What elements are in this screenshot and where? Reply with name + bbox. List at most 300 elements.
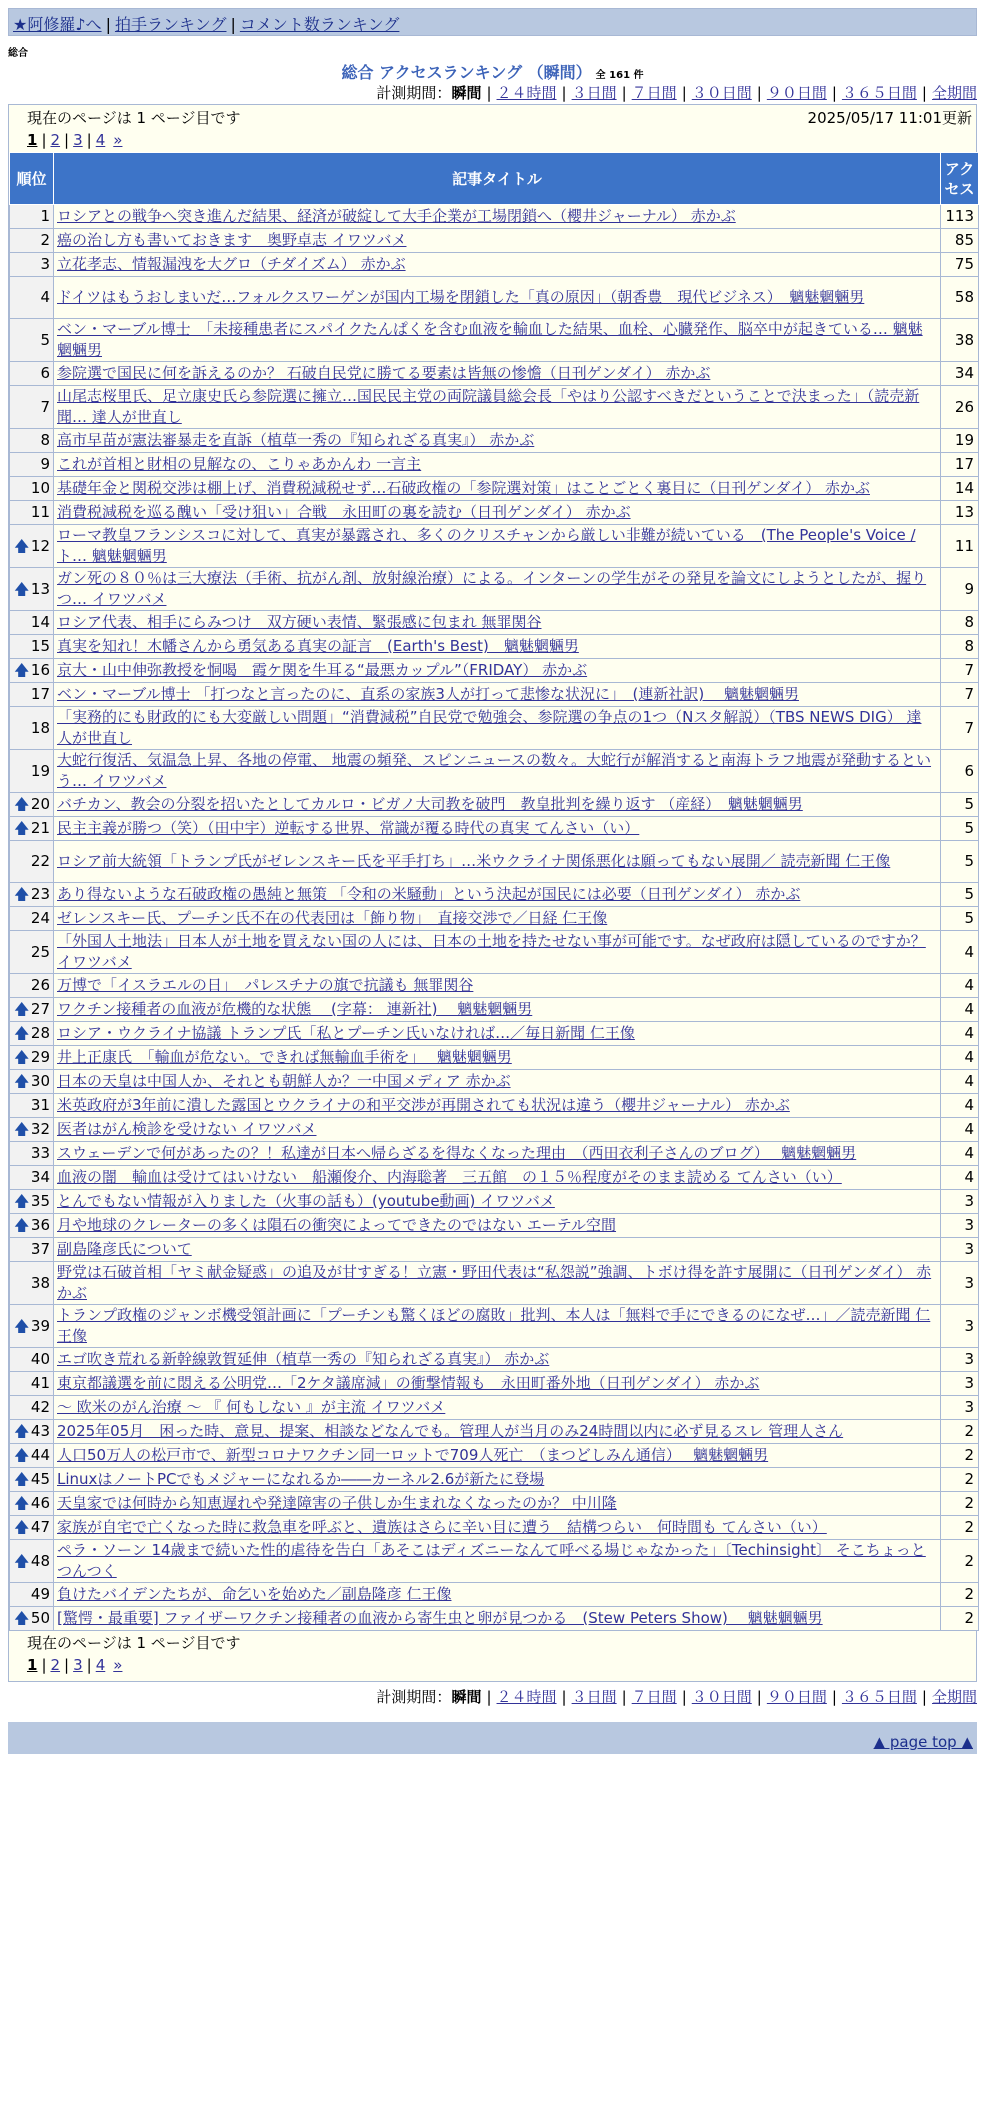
article-link[interactable]: 血液の闇 輸血は受けてはいけない 船瀬俊介、内海聡著 三五館 の１５％程度がそのまま読める てんさい（い） [57,1168,842,1186]
title-cell [54,1444,941,1468]
title-cell [54,1420,941,1444]
article-link[interactable]: 米英政府が3年前に潰した露国とウクライナの和平交渉が再開されても状況は違う（櫻井ジャーナル） 赤かぶ [57,1096,790,1114]
title-cell [54,707,941,750]
rank-number: 32 [30,1120,50,1138]
table-row [10,998,979,1022]
access-count: 11 [941,525,979,568]
article-link[interactable]: 負けたバイデンたちが、命乞いを始めた／副島隆彦 仁王像 [57,1585,452,1603]
table-row [10,386,979,429]
article-link[interactable]: LinuxはノートPCでもメジャーになれるか――カーネル2.6が新たに登場 [57,1470,545,1488]
rank-up-arrow-icon: 🡅 [14,819,30,837]
rank-number: 11 [30,503,50,521]
access-count: 4 [941,1166,979,1190]
table-row [10,205,979,229]
rank-number: 44 [30,1446,50,1464]
access-count: 2 [941,1444,979,1468]
title-cell [54,750,941,793]
rank-number: 21 [30,819,50,837]
period-separator: | [561,84,567,102]
period-link[interactable]: ９０日間 [766,1688,827,1706]
rank-number: 16 [30,661,50,679]
period-separator: | [921,1688,927,1706]
table-row [10,362,979,386]
period-separator: | [561,1688,567,1706]
rank-number: 13 [30,579,50,598]
rank-number: 9 [40,455,50,473]
article-link[interactable]: あり得ないような石破政権の愚純と無策 「令和の米騒動」という決起が国民には必要（日刊ゲンダイ） 赤かぶ [57,885,801,903]
rank-number: 6 [40,364,50,382]
article-link[interactable]: 野党は石破首相「ヤミ献金疑惑」の追及が甘すぎる！立憲・野田代表は“私怨説”強調、トボけ得を許す展開に（日刊ゲンダイ） 赤かぶ [57,1263,932,1302]
rank-number: 37 [30,1240,50,1258]
rank-cell [10,635,54,659]
article-link[interactable]: 真実を知れ！木幡さんから勇気ある真実の証言 (Earth's Best) 魑魅魍魎男 [57,637,579,655]
rank-cell [10,1492,54,1516]
article-link[interactable]: ベン・マーブル博士 「打つなと言ったのに、直系の家族3人が打って悲惨な状況に」 (連新社訳) 魑魅魍魎男 [57,685,799,703]
title-cell [54,1583,941,1607]
title-cell [54,1118,941,1142]
rank-number: 38 [30,1273,50,1292]
rank-cell [10,1583,54,1607]
access-count: 3 [941,1214,979,1238]
period-link[interactable]: ３６５日間 [841,84,917,102]
article-link[interactable]: 家族が自宅で亡くなった時に救急車を呼ぶと、遺族はさらに辛い目に遭う 結構つらい 何時間も てんさい（い） [57,1518,827,1536]
rank-number: 45 [30,1470,50,1488]
title-cell [54,253,941,277]
rank-number: 50 [30,1609,50,1627]
rank-cell [10,683,54,707]
category-label: 総合 [8,48,28,59]
period-separator: | [621,84,627,102]
rank-number: 33 [30,1144,50,1162]
rank-number: 15 [30,637,50,655]
article-link[interactable]: とんでもない情報が入りました（火事の話も）(youtube動画) イワツバメ [57,1192,555,1210]
ranking-table [9,152,979,1631]
article-link[interactable]: 月や地球のクレーターの多くは隕石の衝突によってできたのではない エーテル空間 [57,1216,617,1234]
title-cell [54,568,941,611]
title-cell [54,1166,941,1190]
rank-cell [10,998,54,1022]
table-row [10,229,979,253]
period-separator: | [486,84,492,102]
rank-number: 31 [30,1096,50,1114]
title-cell [54,229,941,253]
pager-next-link[interactable]: » [113,131,123,149]
article-link[interactable]: ワクチン接種者の血液が危機的な状態 (字幕： 連新社) 魑魅魍魎男 [57,1000,533,1018]
home-link[interactable]: ★阿修羅♪へ [13,15,102,34]
nav-separator: | [105,15,111,34]
rank-cell [10,1094,54,1118]
rank-number: 14 [30,613,50,631]
title-cell [54,319,941,362]
period-link[interactable]: ３日間 [571,1688,617,1706]
period-separator: | [921,84,927,102]
article-link[interactable]: ベン・マーブル博士 「未接種患者にスパイクたんぱくを含む血液を輸血した結果、血栓、心臓発作、脳卒中が起きている… 魑魅魍魎男 [57,320,923,359]
rank-cell [10,841,54,883]
title-cell [54,525,941,568]
article-link[interactable]: 参院選で国民に何を訴えるのか？ 石破自民党に勝てる要素は皆無の惨憺（日刊ゲンダイ） 赤かぶ [57,364,711,382]
title-cell [54,1046,941,1070]
rank-cell [10,1516,54,1540]
article-link[interactable]: バチカン、教会の分裂を招いたとしてカルロ・ビガノ大司教を破門 教皇批判を繰り返す （産経） 魑魅魍魎男 [57,795,803,813]
rank-number: 5 [40,330,50,349]
page-status-row [9,106,976,128]
rank-cell [10,1607,54,1631]
comment-ranking-link[interactable]: コメント数ランキング [239,15,400,34]
access-count: 3 [941,1190,979,1214]
rank-number: 29 [30,1048,50,1066]
pager-separator: | [41,131,47,149]
total-count: 全 161 件 [595,70,644,81]
access-count: 9 [941,568,979,611]
rank-up-arrow-icon: 🡅 [14,1048,30,1066]
rank-number: 23 [30,885,50,903]
article-link[interactable]: トランプ政権のジャンボ機受領計画に「プーチンも驚くほどの腐敗」批判、本人は「無料で手にできるのになぜ…」／読売新聞 仁王像 [57,1306,931,1345]
rank-cell [10,1190,54,1214]
article-link[interactable]: 大蛇行復活、気温急上昇、各地の停電、 地震の頻発、スピンニュースの数々。大蛇行が解消すると南海トラフ地震が発動するという… イワツバメ [57,751,932,790]
header-access: アクセス [941,153,979,205]
period-separator: | [486,1688,492,1706]
article-link[interactable]: 高市早苗が憲法審暴走を直訴（植草一秀の『知られざる真実』） 赤かぶ [57,431,535,449]
table-row [10,277,979,319]
pager-separator: | [86,1656,92,1674]
rank-up-arrow-icon: 🡅 [14,1422,30,1440]
period-link[interactable]: 全期間 [931,84,977,102]
article-link[interactable]: 天皇家では何時から知恵遅れや発達障害の子供しか生まれなくなったのか？ 中川隆 [57,1494,617,1512]
title-cell [54,1070,941,1094]
period-label: 計測期間： [376,1688,452,1706]
article-link[interactable]: [驚愕・最重要] ファイザーワクチン接種者の血液から寄生虫と卵が見つかる (Stew Peters Show) 魑魅魍魎男 [57,1609,823,1627]
access-count: 5 [941,883,979,907]
article-link[interactable]: 医者はがん検診を受けない イワツバメ [57,1120,317,1138]
article-link[interactable]: 人口50万人の松戸市で、新型コロナワクチン同一ロットで709人死亡 （まつどしみん通信） 魑魅魍魎男 [57,1446,769,1464]
pager-current-page: 1 [27,1656,38,1674]
access-count: 4 [941,1022,979,1046]
article-link[interactable]: ロシア・ウクライナ協議 トランプ氏「私とプーチン氏いなければ…／毎日新聞 仁王像 [57,1024,635,1042]
rank-number: 1 [40,207,50,225]
rank-cell [10,1372,54,1396]
period-link[interactable]: ２４時間 [496,84,557,102]
rank-cell [10,1046,54,1070]
article-link[interactable]: ペラ・ソーン 14歳まで続いた性的虐待を告白「あそこはディズニーなんて呼べる場じゃなかった」〔Techinsight〕 そこちょっとつんつく [57,1541,926,1580]
period-link[interactable]: ７日間 [631,84,677,102]
ranking-rows [10,205,979,1631]
table-row [10,1420,979,1444]
period-link[interactable]: 全期間 [931,1688,977,1706]
title-cell [54,817,941,841]
pager-separator: | [64,131,70,149]
footer-bar [8,1722,977,1754]
access-count: 2 [941,1607,979,1631]
table-row [10,1238,979,1262]
table-row [10,1607,979,1631]
access-count: 2 [941,1492,979,1516]
title-cell [54,362,941,386]
article-link[interactable]: 「実務的にも財政的にも大変厳しい問題」“消費減税”自民党で勉強会、参院選の争点の1つ（Nスタ解説）（TBS NEWS DIG） 達人が世直し [57,708,922,747]
article-link[interactable]: これが首相と財相の見解なの、こりゃあかんわ 一言主 [57,455,422,473]
pager-page-link[interactable]: 4 [95,131,106,149]
period-separator: | [681,84,687,102]
table-row [10,253,979,277]
table-row [10,931,979,974]
rank-number: 10 [30,479,50,497]
pager-page-link[interactable]: 4 [95,1656,106,1674]
table-row [10,1214,979,1238]
article-link[interactable]: 民主主義が勝つ（笑）（田中宇）逆転する世界、常識が覆る時代の真実 てんさい（い） [57,819,640,837]
access-count: 3 [941,1396,979,1420]
article-link[interactable]: 万博で「イスラエルの日」 パレスチナの旗で抗議も 無罪関谷 [57,976,474,994]
table-row [10,1262,979,1305]
article-link[interactable]: スウェーデンで何があったの？！私達が日本へ帰らざるを得なくなった理由 （西田衣利子さんのブログ） 魑魅魍魎男 [57,1144,857,1162]
rank-number: 2 [40,231,50,249]
rank-cell [10,1142,54,1166]
table-row [10,907,979,931]
article-link[interactable]: 消費税減税を巡る醜い「受け狙い」合戦 永田町の裏を読む（日刊ゲンダイ） 赤かぶ [57,503,631,521]
article-link[interactable]: 副島隆彦氏について [57,1240,192,1258]
rank-number: 28 [30,1024,50,1042]
pager-page-link[interactable]: 3 [73,131,83,149]
rank-cell [10,1262,54,1305]
pager-page-link[interactable]: 2 [50,1656,61,1674]
title-cell [54,1492,941,1516]
article-link[interactable]: 山尾志桜里氏、足立康史氏ら参院選に擁立…国民民主党の両院議員総会長「やはり公認すべきだということで決まった」（読売新聞… 達人が世直し [57,387,920,426]
page-top-link[interactable]: ▲ page top ▲ [873,1733,973,1751]
clap-ranking-link[interactable]: 拍手ランキング [114,15,227,34]
rank-cell [10,931,54,974]
article-link[interactable]: 「外国人土地法」日本人が土地を買えない国の人には、日本の土地を持たせない事が可能です。なぜ政府は隠しているのですか？ イワツバメ [57,932,926,971]
table-row [10,1444,979,1468]
table-row [10,1166,979,1190]
table-row [10,1468,979,1492]
rank-number: 17 [30,685,50,703]
rank-number: 46 [30,1494,50,1512]
article-link[interactable]: ドイツはもうおしまいだ…フォルクスワーゲンが国内工場を閉鎖した「真の原因」（朝香豊 現代ビジネス） 魑魅魍魎男 [57,288,865,306]
rank-number: 48 [30,1551,50,1570]
article-link[interactable]: 東京都議選を前に悶える公明党…「2ケタ議席減」の衝撃情報も 永田町番外地（日刊ゲンダイ） 赤かぶ [57,1374,760,1392]
rank-number: 26 [30,976,50,994]
rank-number: 42 [30,1398,50,1416]
title-cell [54,1516,941,1540]
rank-up-arrow-icon: 🡅 [14,1446,30,1464]
table-row [10,1142,979,1166]
rank-cell [10,1022,54,1046]
title-cell [54,386,941,429]
rank-number: 41 [30,1374,50,1392]
article-link[interactable]: 日本の天皇は中国人か、それとも朝鮮人か？一中国メディア 赤かぶ [57,1072,511,1090]
rank-number: 24 [30,909,50,927]
table-row [10,501,979,525]
rank-up-arrow-icon: 🡅 [14,536,30,555]
title-cell [54,429,941,453]
rank-cell [10,386,54,429]
ranking-title [8,60,977,82]
rank-cell [10,568,54,611]
access-count: 2 [941,1420,979,1444]
article-link[interactable]: エゴ吹き荒れる新幹線敦賀延伸（植草一秀の『知られざる真実』） 赤かぶ [57,1350,550,1368]
title-cell [54,1468,941,1492]
title-cell [54,659,941,683]
period-link[interactable]: ３０日間 [691,84,752,102]
pager-next-link[interactable]: » [113,1656,123,1674]
article-link[interactable]: 基礎年金と関税交渉は棚上げ、消費税減税せず…石破政権の「参院選対策」はことごとく裏目に（日刊ゲンダイ） 赤かぶ [57,479,870,497]
period-link[interactable]: ３０日間 [691,1688,752,1706]
title-cell [54,907,941,931]
rank-cell [10,817,54,841]
article-link[interactable]: 2025年05月 困った時、意見、提案、相談などなんでも。管理人が当月のみ24時間以内に必ず見るスレ 管理人さん [57,1422,844,1440]
rank-number: 47 [30,1518,50,1536]
access-count: 2 [941,1468,979,1492]
period-separator: | [756,1688,762,1706]
rank-cell [10,1238,54,1262]
rank-up-arrow-icon: 🡅 [14,1000,30,1018]
rank-number: 27 [30,1000,50,1018]
rank-up-arrow-icon: 🡅 [14,795,30,813]
period-selector-top [8,82,977,104]
access-count: 5 [941,841,979,883]
title-cell [54,1540,941,1583]
title-cell [54,635,941,659]
pager-current-page: 1 [27,131,38,149]
period-current: 瞬間 [451,1688,482,1706]
article-link[interactable]: 井上正康氏 「輸血が危ない。できれば無輸血手術を」 魑魅魍魎男 [57,1048,512,1066]
title-cell [54,1607,941,1631]
pager-bottom [9,1653,976,1677]
rank-cell [10,659,54,683]
table-row [10,1070,979,1094]
rank-up-arrow-icon: 🡅 [14,661,30,679]
rank-cell [10,319,54,362]
period-link[interactable]: ９０日間 [766,84,827,102]
title-cell [54,1022,941,1046]
article-link[interactable]: ロシアとの戦争へ突き進んだ結果、経済が破綻して大手企業が工場閉鎖へ（櫻井ジャーナル） 赤かぶ [57,207,736,225]
title-cell [54,1214,941,1238]
access-count: 113 [941,205,979,229]
rank-cell [10,1420,54,1444]
table-row [10,974,979,998]
article-link[interactable]: ガン死の８０％は三大療法（手術、抗がん剤、放射線治療）による。インターンの学生がその発見を論文にしようとしたが、握りつ… イワツバメ [57,569,927,608]
period-separator: | [621,1688,627,1706]
pager-separator: | [86,131,92,149]
rank-cell [10,1540,54,1583]
access-count: 4 [941,1094,979,1118]
period-link[interactable]: ２４時間 [496,1688,557,1706]
table-row [10,707,979,750]
article-link[interactable]: ゼレンスキー氏、プーチン氏不在の代表団は「飾り物」 直接交渉で／日経 仁王像 [57,909,608,927]
ranking-title-text: 総合 アクセスランキング （瞬間） [341,63,592,82]
rank-up-arrow-icon: 🡅 [14,1024,30,1042]
access-count: 4 [941,1142,979,1166]
article-link[interactable]: 京大・山中伸弥教授を恫喝 霞ケ関を牛耳る“最悪カップル”（FRIDAY） 赤かぶ [57,661,588,679]
title-cell [54,931,941,974]
period-separator: | [681,1688,687,1706]
access-count: 4 [941,1046,979,1070]
rank-cell [10,229,54,253]
rank-up-arrow-icon: 🡅 [14,1072,30,1090]
rank-number: 40 [30,1350,50,1368]
rank-number: 22 [30,852,50,870]
access-count: 4 [941,931,979,974]
table-row [10,683,979,707]
rank-number: 36 [30,1216,50,1234]
access-count: 3 [941,1372,979,1396]
access-count: 2 [941,1583,979,1607]
article-link[interactable]: 立花孝志、情報漏洩を大グロ（チダイズム） 赤かぶ [57,255,406,273]
table-row [10,841,979,883]
article-link[interactable]: ロシア代表、相手にらみつけ 双方硬い表情、緊張感に包まれ 無罪関谷 [57,613,542,631]
rank-number: 19 [30,761,50,780]
rank-up-arrow-icon: 🡅 [14,1216,30,1234]
article-link[interactable]: ローマ教皇フランシスコに対して、真実が暴露され、多くのクリスチャンから厳しい非難が続いている (The People's Voice / ト… 魑魅魍魎男 [57,526,916,565]
rank-cell [10,501,54,525]
period-separator: | [831,1688,837,1706]
article-link[interactable]: ロシア前大統領「トランプ氏がゼレンスキー氏を平手打ち」…米ウクライナ関係悪化は願ってもない展開／ 読売新聞 仁王像 [57,852,891,870]
access-count: 5 [941,817,979,841]
rank-number: 34 [30,1168,50,1186]
rank-number: 18 [30,718,50,737]
title-cell [54,1262,941,1305]
table-row [10,1046,979,1070]
rank-number: 35 [30,1192,50,1210]
rank-cell [10,277,54,319]
rank-up-arrow-icon: 🡅 [14,885,30,903]
header-title: 記事タイトル [54,153,941,205]
access-count: 3 [941,1305,979,1348]
title-cell [54,611,941,635]
table-row [10,1094,979,1118]
pager-top [9,128,976,152]
page-status-row-bottom [9,1631,976,1653]
table-row [10,1516,979,1540]
table-row [10,1492,979,1516]
article-link[interactable]: ～ 欧米のがん治療 ～ 『 何もしない 』が主流 イワツバメ [57,1398,446,1416]
title-cell [54,683,941,707]
rank-number: 49 [30,1585,50,1603]
rank-cell [10,1468,54,1492]
title-cell [54,1372,941,1396]
rank-number: 7 [40,397,50,416]
table-row [10,883,979,907]
rank-up-arrow-icon: 🡅 [14,1192,30,1210]
rank-up-arrow-icon: 🡅 [14,1120,30,1138]
pager-separator: | [41,1656,47,1674]
period-link[interactable]: ３日間 [571,84,617,102]
access-count: 85 [941,229,979,253]
rank-number: 39 [30,1316,50,1335]
rank-cell [10,1305,54,1348]
period-link[interactable]: ７日間 [631,1688,677,1706]
table-row [10,1022,979,1046]
article-link[interactable]: 癌の治し方も書いておきます 奥野卓志 イワツバメ [57,231,407,249]
rank-cell [10,974,54,998]
access-count: 3 [941,1262,979,1305]
access-count: 34 [941,362,979,386]
rank-number: 4 [40,288,50,306]
access-count: 8 [941,611,979,635]
title-cell [54,1396,941,1420]
pager-page-link[interactable]: 2 [50,131,61,149]
pager-page-link[interactable]: 3 [73,1656,83,1674]
table-row [10,1348,979,1372]
access-count: 13 [941,501,979,525]
rank-cell [10,883,54,907]
access-count: 4 [941,1070,979,1094]
rank-cell [10,1444,54,1468]
rank-cell [10,362,54,386]
period-link[interactable]: ３６５日間 [841,1688,917,1706]
rank-up-arrow-icon: 🡅 [14,1551,30,1570]
title-cell [54,477,941,501]
rank-number: 30 [30,1072,50,1090]
table-header-row [10,153,979,205]
